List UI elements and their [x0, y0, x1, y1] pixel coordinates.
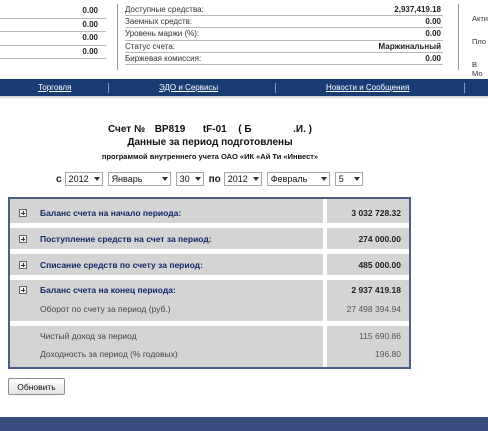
chevron-down-icon	[92, 173, 102, 185]
nav-item-news-messages[interactable]: Новости и Сообщения	[326, 83, 410, 92]
chevron-down-icon	[160, 173, 170, 185]
account-summary	[125, 4, 443, 65]
nav-shadow	[0, 96, 488, 99]
from-year-value: 2012	[68, 174, 89, 184]
left-values-column	[0, 5, 106, 59]
expand-icon[interactable]	[19, 235, 27, 243]
nav-item-edo-services[interactable]: ЭДО и Сервисы	[159, 83, 219, 92]
opening-balance-value: 3 032 728.32	[351, 208, 401, 218]
table-row	[10, 203, 409, 223]
refresh-button[interactable]: Обновить	[8, 378, 65, 395]
from-month-select[interactable]	[108, 172, 171, 186]
withdrawals-value: 485 000.00	[358, 260, 401, 270]
footer-bar	[0, 417, 488, 431]
summary-label: Уровень маржи (%):	[125, 29, 200, 39]
turnover-value: 27 498 394.94	[346, 304, 401, 314]
right-label: Пло	[472, 37, 487, 46]
chevron-down-icon	[193, 173, 203, 185]
right-label: В Мо	[472, 60, 483, 78]
row-divider	[10, 223, 409, 228]
expand-icon[interactable]	[19, 209, 27, 217]
to-month-value: Февраль	[270, 174, 308, 184]
right-label: Акти	[472, 14, 488, 23]
chevron-down-icon	[319, 173, 329, 185]
row-divider	[10, 249, 409, 254]
summary-row	[125, 53, 443, 65]
summary-row	[125, 4, 443, 16]
to-year-select[interactable]	[224, 172, 262, 186]
deposits-value: 274 000.00	[358, 234, 401, 244]
summary-row	[125, 41, 443, 53]
chevron-down-icon	[251, 173, 261, 185]
exchange-fee-value: 0.00	[425, 53, 441, 63]
nav-separator	[108, 83, 109, 93]
yield-label: Доходность за период (% годовых)	[40, 349, 178, 359]
account-suffix: tF-01	[202, 124, 227, 135]
nav-separator	[275, 83, 276, 93]
to-label: по	[208, 173, 221, 185]
left-value-row: 0.00	[0, 5, 106, 19]
expand-icon[interactable]	[19, 286, 27, 294]
table-row	[10, 280, 409, 300]
report-subtitle: программой внутреннего учета ОАО «ИК «Ай Ти «Инвест»	[101, 152, 319, 161]
summary-label: Доступные средства:	[125, 5, 204, 14]
from-year-select[interactable]	[65, 172, 103, 186]
left-value-row: 0.00	[0, 32, 106, 46]
account-info-panel	[0, 0, 488, 78]
opening-balance-label: Баланс счета на начало периода:	[40, 208, 182, 218]
to-day-select[interactable]	[335, 172, 363, 186]
summary-row	[125, 28, 443, 40]
account-prefix: Счет №	[107, 124, 146, 135]
yield-value: 196.80	[375, 349, 401, 359]
from-label: с	[56, 173, 62, 185]
main-nav-bar	[0, 79, 488, 96]
chevron-down-icon	[352, 173, 362, 185]
table-row	[10, 326, 409, 346]
column-divider	[458, 4, 459, 70]
withdrawals-label: Списание средств по счету за период:	[40, 260, 203, 270]
from-day-select[interactable]	[176, 172, 204, 186]
report-title: Данные за период подготовлены	[127, 137, 293, 148]
summary-row	[125, 16, 443, 28]
nav-separator	[464, 83, 465, 93]
owner-name-end: .И. )	[293, 124, 313, 135]
margin-level-value: 0.00	[425, 29, 441, 39]
owner-name-start: ( Б	[238, 124, 252, 135]
table-row	[10, 255, 409, 275]
closing-balance-label: Баланс счета на конец периода:	[40, 285, 176, 295]
deposits-label: Поступление средств на счет за период:	[40, 234, 212, 244]
from-day-value: 30	[179, 174, 190, 184]
period-summary-table	[8, 197, 411, 369]
left-value-row: 0.00	[0, 46, 106, 60]
summary-label: Биржевая комиссия:	[125, 53, 202, 63]
summary-label: Статус счета:	[125, 41, 176, 51]
date-range-selector	[56, 172, 368, 186]
table-row	[10, 344, 409, 364]
column-divider	[117, 4, 118, 70]
account-number: BP819	[154, 124, 186, 135]
borrowed-funds-value: 0.00	[425, 17, 441, 27]
table-row	[10, 229, 409, 249]
net-income-label: Чистый доход за период	[40, 331, 137, 341]
to-month-select[interactable]	[267, 172, 330, 186]
account-status-value: Маржинальный	[378, 41, 441, 51]
from-month-value: Январь	[111, 174, 143, 184]
available-funds-value: 2,937,419.18	[394, 5, 441, 14]
left-value-row: 0.00	[0, 19, 106, 33]
expand-icon[interactable]	[19, 261, 27, 269]
to-day-value: 5	[338, 174, 344, 184]
nav-item-trading[interactable]: Торговля	[38, 83, 72, 92]
net-income-value: 115 690.86	[359, 331, 401, 341]
table-row	[10, 299, 409, 319]
to-year-value: 2012	[227, 174, 248, 184]
account-heading	[0, 124, 420, 135]
summary-label: Заемных средств:	[125, 17, 193, 27]
closing-balance-value: 2 937 419.18	[351, 285, 401, 295]
turnover-label: Оборот по счету за период (руб.)	[40, 304, 171, 314]
